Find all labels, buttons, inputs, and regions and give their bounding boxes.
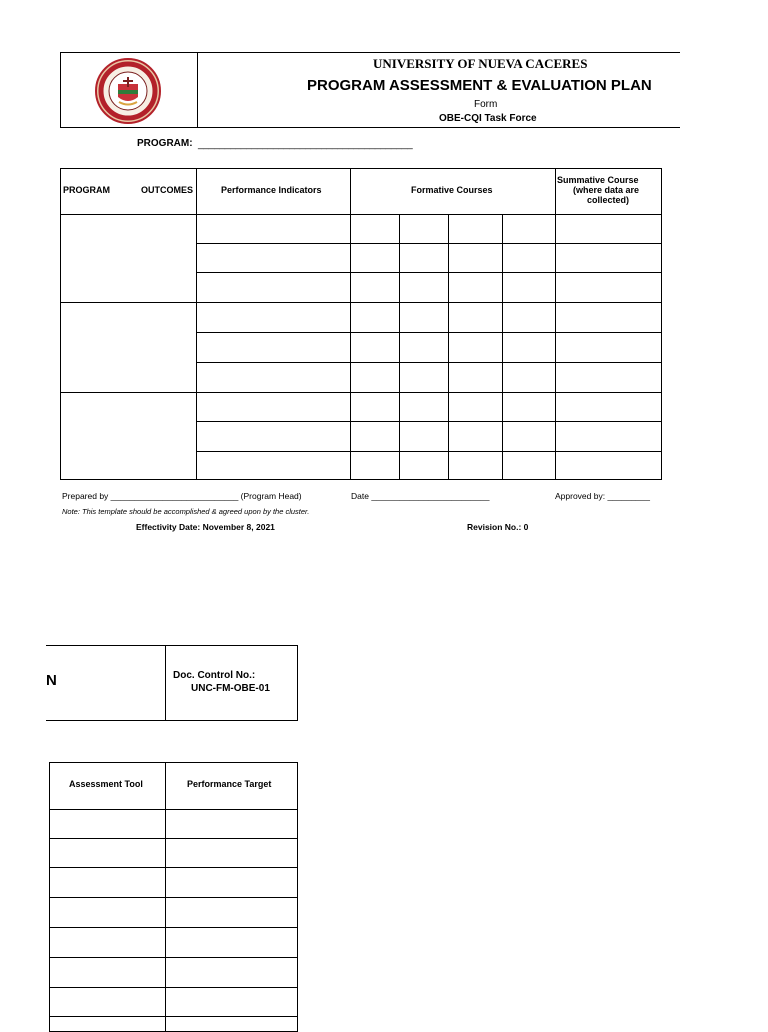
header-summative-course-line2: (where data are: [573, 185, 640, 195]
table-row-line: [49, 957, 298, 958]
header-summative-course: Summative Course: [557, 175, 639, 185]
task-force-label: OBE-CQI Task Force: [439, 113, 537, 124]
table-row-line: [49, 897, 298, 898]
table-row-line: [196, 243, 662, 244]
table-row-line: [49, 838, 298, 839]
table-row-line: [60, 392, 662, 393]
header-program: PROGRAM: [63, 185, 110, 195]
revision-number: Revision No.: 0: [467, 522, 529, 532]
program-label: PROGRAM:: [137, 138, 193, 149]
table-row-line: [49, 927, 298, 928]
form-label: Form: [474, 99, 498, 110]
university-seal-logo: [88, 57, 168, 125]
prepared-by-field[interactable]: Prepared by ___________________________ (Program Head): [62, 491, 302, 501]
university-name: UNIVERSITY OF NUEVA CACERES: [373, 56, 588, 71]
header-summative-course-line3: collected): [587, 195, 630, 205]
table-row-line: [49, 1016, 298, 1017]
table-row-line: [196, 451, 662, 452]
effectivity-date: Effectivity Date: November 8, 2021: [136, 522, 275, 532]
table-row-line: [196, 272, 662, 273]
table-col-line: [448, 214, 449, 480]
form-title: PROGRAM ASSESSMENT & EVALUATION PLAN: [307, 77, 652, 94]
template-note: Note: This template should be accomplished & agreed upon by the cluster.: [62, 507, 310, 516]
header-performance-indicators: Performance Indicators: [221, 185, 322, 195]
table-row-line: [49, 867, 298, 868]
table-col-line: [502, 214, 503, 480]
header-divider: [197, 52, 198, 128]
table-row-line: [196, 362, 662, 363]
doc-control-number: UNC-FM-OBE-01: [191, 683, 270, 694]
header-assessment-tool: Assessment Tool: [69, 779, 143, 789]
table-row-line: [49, 809, 298, 810]
table-row-line: [49, 987, 298, 988]
doc-control-divider: [165, 645, 166, 721]
doc-control-label: Doc. Control No.:: [173, 670, 256, 681]
table-row-line: [60, 302, 662, 303]
table-row-line: [60, 214, 662, 215]
header-performance-target: Performance Target: [187, 779, 272, 789]
table-row-line: [196, 332, 662, 333]
date-field[interactable]: Date _________________________: [351, 491, 490, 501]
title-fragment: N: [46, 672, 57, 689]
header-formative-courses: Formative Courses: [411, 185, 493, 195]
table-col-line: [399, 214, 400, 480]
approved-by-field[interactable]: Approved by: _________: [555, 491, 650, 501]
program-field[interactable]: ________________________________________: [198, 139, 413, 150]
header-outcomes: OUTCOMES: [141, 185, 194, 195]
table-row-line: [196, 421, 662, 422]
